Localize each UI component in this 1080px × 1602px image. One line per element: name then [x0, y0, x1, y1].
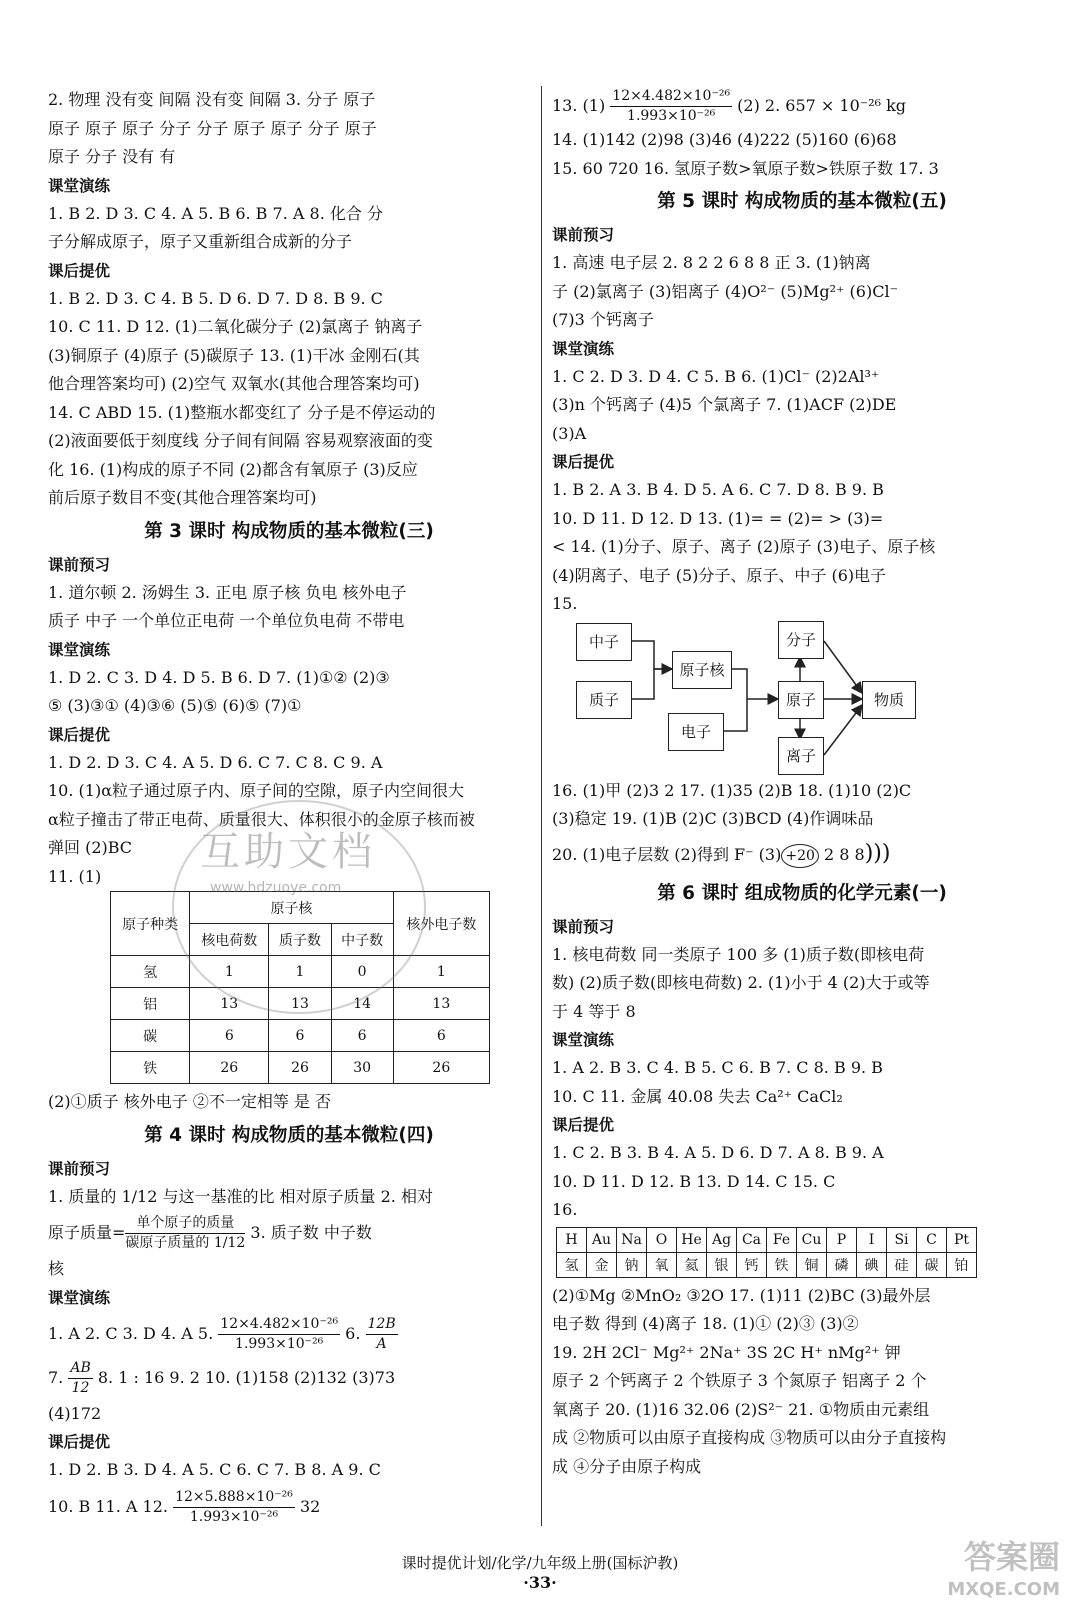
- proton-box: 质子: [576, 681, 632, 719]
- element-symbol-cell: Si: [887, 1227, 917, 1252]
- text-line: 成 ②物质可以由原子直接构成 ③物质可以由分子直接构: [552, 1428, 947, 1447]
- element-symbol-cell: Au: [587, 1227, 617, 1252]
- element-symbol-cell: I: [857, 1227, 887, 1252]
- fraction-numerator: 12×5.888×10⁻²⁶: [173, 1488, 295, 1508]
- text-span: 6.: [340, 1323, 366, 1343]
- column-divider: [541, 86, 542, 1526]
- text-line: 10. C 11. D 12. (1)二氧化碳分子 (2)氯离子 钠离子: [48, 317, 423, 336]
- text-line: [552, 86, 1052, 126]
- text-line: 弹回 (2)BC: [48, 838, 133, 857]
- text-line: 他合理答案均可) (2)空气 双氧水(其他合理答案均可): [48, 374, 420, 393]
- element-symbol-cell: Fe: [767, 1227, 797, 1252]
- left-column: [48, 86, 530, 1529]
- text-line: 化 16. (1)构成的原子不同 (2)都含有氧原子 (3)反应: [48, 459, 418, 479]
- section-heading: 课前预习: [48, 1159, 111, 1178]
- section-heading: 课后提优: [48, 261, 111, 280]
- fraction-numerator: AB: [68, 1359, 92, 1379]
- fraction: [610, 87, 732, 126]
- element-name-cell: 硅: [887, 1252, 917, 1277]
- text-line: 16. (1)甲 (2)3 2 17. (1)35 (2)B 18. (1)10 (2)C: [552, 780, 912, 800]
- text-line: 1. 道尔顿 2. 汤姆生 3. 正电 原子核 负电 核外电子: [48, 582, 407, 602]
- table-subheader: 中子数: [331, 924, 393, 956]
- text-line: (4)阴离子、电子 (5)分子、原子、中子 (6)电子: [552, 565, 887, 585]
- text-line: 15.: [552, 594, 578, 613]
- fraction-numerator: 12×4.482×10⁻²⁶: [610, 87, 732, 107]
- fraction: [218, 1315, 340, 1354]
- table-cell: 铁: [111, 1052, 190, 1084]
- text-span: 13. (1): [552, 96, 611, 115]
- section-heading: 课堂演练: [552, 339, 615, 358]
- element-symbol-cell: Pt: [947, 1227, 977, 1252]
- text-line: 10. D 11. D 12. D 13. (1)= = (2)= > (3)=: [552, 508, 884, 528]
- atom-box: 原子: [778, 681, 824, 719]
- ion-box: 离子: [778, 737, 824, 775]
- lesson-title: 第 6 课时 组成物质的化学元素(一): [657, 882, 947, 904]
- element-name-cell: 氧: [647, 1252, 677, 1277]
- lesson-title: 第 3 课时 构成物质的基本微粒(三): [144, 520, 434, 542]
- text-line: 数) (2)质子数(即核电荷数) 2. (1)小于 4 (2)大于或等: [552, 973, 930, 992]
- table-cell: 氢: [111, 956, 190, 988]
- text-line: 1. D 2. B 3. D 4. A 5. C 6. C 7. B 8. A 9. C: [48, 1460, 381, 1479]
- text-line: 1. B 2. D 3. C 4. A 5. B 6. B 7. A 8. 化合 分: [48, 203, 383, 223]
- text-span: 3. 质子数 中子数: [245, 1223, 372, 1242]
- text-line: 2. 物理 没有变 间隔 没有变 间隔 3. 分子 原子: [48, 90, 376, 109]
- fraction: [68, 1359, 92, 1398]
- text-line: [48, 1485, 530, 1529]
- text-line: 14. C ABD 15. (1)整瓶水都变红了 分子是不停运动的: [48, 402, 436, 422]
- page-footer: [0, 1552, 1080, 1592]
- table-cell: 6: [190, 1020, 269, 1052]
- text-line: ⑤ (3)③① (4)③⑥ (5)⑤ (6)⑤ (7)①: [48, 696, 302, 715]
- text-span: 2 8 8: [818, 844, 865, 864]
- atom-structure-table: [110, 891, 490, 1084]
- text-line: (4)172: [48, 1403, 102, 1423]
- text-line: 1. 质量的 1/12 与这一基准的比 相对原子质量 2. 相对: [48, 1186, 433, 1206]
- fraction-denominator: 1.993×10⁻²⁶: [189, 1508, 279, 1525]
- table-row: [111, 1052, 490, 1084]
- fraction-numerator: 12×4.482×10⁻²⁶: [218, 1315, 340, 1335]
- table-cell: 26: [393, 1052, 489, 1084]
- text-line: 10. (1)α粒子通过原子内、原子间的空隙，原子内空间很大: [48, 781, 465, 800]
- element-symbol-cell: H: [557, 1227, 587, 1252]
- fraction-denominator: A: [376, 1335, 387, 1352]
- element-symbol-table: [556, 1227, 977, 1278]
- section-heading: 课堂演练: [48, 640, 111, 659]
- section-heading: 课堂演练: [552, 1031, 615, 1049]
- corner-logo-url: MXQE.COM: [947, 1579, 1060, 1600]
- electron-box: 电子: [668, 713, 724, 751]
- element-name-cell: 钙: [737, 1252, 767, 1277]
- element-symbol-cell: O: [647, 1227, 677, 1252]
- text-line: 1. D 2. D 3. C 4. A 5. D 6. C 7. C 8. C 9. A: [48, 752, 383, 772]
- atom-structure-nucleus-icon: +20: [781, 844, 819, 868]
- text-line: α粒子撞击了带正电荷、质量很大、体积很小的金原子核而被: [48, 809, 475, 829]
- matter-box: 物质: [862, 681, 916, 719]
- element-name-cell: 碳: [917, 1252, 947, 1277]
- text-line: (2)液面要低于刻度线 分子间有间隔 容易观察液面的变: [48, 431, 433, 450]
- text-line: 19. 2H 2Cl⁻ Mg²⁺ 2Na⁺ 3S 2C H⁺ nMg²⁺ 钾: [552, 1342, 901, 1362]
- section-heading: 课后提优: [552, 1116, 615, 1134]
- element-symbol-cell: P: [827, 1227, 857, 1252]
- fraction: [366, 1315, 398, 1354]
- table-cell: 6: [331, 1020, 393, 1052]
- table-cell: 碳: [111, 1020, 190, 1052]
- element-name-cell: 铁: [767, 1252, 797, 1277]
- text-line: (3)铜原子 (4)原子 (5)碳原子 13. (1)干冰 金刚石(其: [48, 345, 420, 365]
- table-cell: 6: [269, 1020, 331, 1052]
- table-subheader: 质子数: [269, 924, 331, 956]
- element-name-cell: 氦: [677, 1252, 707, 1277]
- text-span: 7.: [48, 1367, 69, 1387]
- element-name-cell: 铂: [947, 1252, 977, 1277]
- text-line: 于 4 等于 8: [552, 1001, 636, 1021]
- element-name-cell: 铜: [797, 1252, 827, 1277]
- element-symbol-cell: Ca: [737, 1227, 767, 1252]
- molecule-box: 分子: [778, 621, 824, 659]
- text-line: 子分解成原子，原子又重新组合成新的分子: [48, 232, 353, 251]
- text-line: 核: [48, 1259, 65, 1278]
- text-line: 14. (1)142 (2)98 (3)46 (4)222 (5)160 (6)68: [552, 130, 897, 149]
- element-symbol-cell: C: [917, 1227, 947, 1252]
- element-name-cell: 碘: [857, 1252, 887, 1277]
- text-line: 成 ④分子由原子构成: [552, 1456, 702, 1476]
- lesson-title: 第 4 课时 构成物质的基本微粒(四): [144, 1124, 434, 1146]
- text-line: 1. A 2. B 3. C 4. B 5. C 6. B 7. C 8. B 9. B: [552, 1058, 883, 1077]
- element-name-cell: 氢: [557, 1252, 587, 1277]
- table-cell: 0: [331, 956, 393, 988]
- text-line: 原子 原子 原子 分子 分子 原子 原子 分子 原子: [48, 118, 377, 138]
- lesson-title: 第 5 课时 构成物质的基本微粒(五): [657, 191, 947, 212]
- table-cell: 13: [393, 988, 489, 1020]
- particle-relation-diagram: [572, 621, 952, 771]
- table-cell: 14: [331, 988, 393, 1020]
- corner-logo: 答案圈: [963, 1538, 1060, 1576]
- text-span: 1. A 2. C 3. D 4. A 5.: [48, 1323, 219, 1343]
- text-line: (3)n 个钙离子 (4)5 个氯离子 7. (1)ACF (2)DE: [552, 395, 897, 414]
- nucleus-box: 原子核: [672, 651, 732, 689]
- table-cell: 13: [190, 988, 269, 1020]
- table-subheader: 核电荷数: [190, 924, 269, 956]
- text-line: 子 (2)氯离子 (3)铝离子 (4)O²⁻ (5)Mg²⁺ (6)Cl⁻: [552, 281, 899, 301]
- table-cell: 6: [393, 1020, 489, 1052]
- watermark-url: www.hdzuoye.com: [210, 880, 342, 896]
- table-cell: 铝: [111, 988, 190, 1020]
- text-span: (2) 2. 657 × 10⁻²⁶ kg: [732, 96, 907, 115]
- fraction-denominator: 12: [71, 1379, 90, 1396]
- table-header: 原子核: [190, 892, 393, 924]
- section-heading: 课后提优: [552, 453, 615, 471]
- section-heading: 课后提优: [48, 725, 111, 744]
- text-line: 原子 2 个钙离子 2 个铁原子 3 个氮原子 铝离子 2 个: [552, 1371, 927, 1390]
- text-line: (7)3 个钙离子: [552, 310, 654, 329]
- text-line: 1. 高速 电子层 2. 8 2 2 6 8 8 正 3. (1)钠离: [552, 253, 871, 272]
- text-span: 32: [294, 1496, 321, 1516]
- table-header: 原子种类: [111, 892, 190, 956]
- text-line: 电子数 得到 (4)离子 18. (1)① (2)③ (3)②: [552, 1314, 859, 1333]
- text-line: 1. D 2. C 3. D 4. D 5. B 6. D 7. (1)①② (2)③: [48, 667, 390, 687]
- text-line: [48, 1211, 530, 1255]
- element-name-cell: 钠: [617, 1252, 647, 1277]
- text-span: 10. B 11. A 12.: [48, 1496, 174, 1516]
- table-cell: 1: [393, 956, 489, 988]
- text-line: [48, 1356, 530, 1400]
- text-line: 原子 分子 没有 有: [48, 147, 176, 166]
- text-line: (3)A: [552, 423, 587, 443]
- text-line: 11. (1): [48, 866, 102, 886]
- page-number: ·33·: [523, 1573, 557, 1592]
- text-line: < 14. (1)分子、原子、离子 (2)原子 (3)电子、原子核: [552, 537, 936, 556]
- text-span: 8. 1 : 16 9. 2 10. (1)158 (2)132 (3)73: [92, 1367, 396, 1387]
- text-line: 10. D 11. D 12. B 13. D 14. C 15. C: [552, 1171, 836, 1191]
- table-cell: 1: [269, 956, 331, 988]
- fraction-numerator: 单个原子的质量: [125, 1214, 245, 1234]
- element-symbol-cell: Cu: [797, 1227, 827, 1252]
- section-heading: 课前预习: [552, 226, 615, 244]
- right-column: [552, 86, 1052, 1481]
- text-line: 1. B 2. A 3. B 4. D 5. A 6. C 7. D 8. B 9. B: [552, 480, 884, 499]
- table-cell: 26: [190, 1052, 269, 1084]
- element-name-row: [557, 1252, 977, 1277]
- table-cell: 26: [269, 1052, 331, 1084]
- text-line: 10. C 11. 金属 40.08 失去 Ca²⁺ CaCl₂: [552, 1086, 843, 1106]
- text-line: 1. B 2. D 3. C 4. B 5. D 6. D 7. D 8. B 9. C: [48, 288, 383, 308]
- element-symbol-cell: Ag: [707, 1227, 737, 1252]
- table-header: 核外电子数: [393, 892, 489, 956]
- text-line: 质子 中子 一个单位正电荷 一个单位负电荷 不带电: [48, 611, 405, 630]
- text-line: 15. 60 720 16. 氢原子数>氧原子数>铁原子数 17. 3: [552, 158, 939, 178]
- text-line: 1. C 2. D 3. D 4. C 5. B 6. (1)Cl⁻ (2)2Al³⁺: [552, 366, 880, 386]
- text-line: 氧离子 20. (1)16 32.06 (2)S²⁻ 21. ①物质由元素组: [552, 1399, 930, 1419]
- text-line: 1. 核电荷数 同一类原子 100 多 (1)质子数(即核电荷: [552, 944, 925, 964]
- text-span: 原子质量=: [48, 1223, 126, 1242]
- fraction-denominator: 1.993×10⁻²⁶: [627, 108, 716, 124]
- element-symbol-cell: He: [677, 1227, 707, 1252]
- fraction-denominator: 1.993×10⁻²⁶: [235, 1335, 324, 1352]
- electron-shell-arcs-icon: ))): [864, 840, 891, 866]
- text-line: 1. C 2. B 3. B 4. A 5. D 6. D 7. A 8. B 9. A: [552, 1143, 884, 1162]
- table-cell: 13: [269, 988, 331, 1020]
- section-heading: 课堂演练: [48, 1288, 111, 1307]
- watermark-text: 互助文档: [200, 829, 376, 875]
- element-name-cell: 银: [707, 1252, 737, 1277]
- section-heading: 课后提优: [48, 1433, 111, 1451]
- text-line: [552, 834, 1052, 875]
- element-name-cell: 磷: [827, 1252, 857, 1277]
- table-cell: 30: [331, 1052, 393, 1084]
- text-line: 16.: [552, 1200, 578, 1219]
- neutron-box: 中子: [576, 623, 632, 661]
- text-line: (3)稳定 19. (1)B (2)C (3)BCD (4)作调味品: [552, 809, 874, 828]
- element-name-cell: 金: [587, 1252, 617, 1277]
- element-symbol-cell: Na: [617, 1227, 647, 1252]
- section-heading: 课前预习: [552, 917, 615, 936]
- fraction-numerator: 12B: [366, 1315, 398, 1335]
- fraction-denominator: 碳原子质量的 1/12: [125, 1235, 246, 1251]
- fraction: [173, 1488, 295, 1527]
- footer-book-title: 课时提优计划/化学/九年级上册(国标沪教): [401, 1554, 679, 1572]
- text-span: 20. (1)电子层数 (2)得到 F⁻ (3): [552, 844, 782, 864]
- table-row: [111, 988, 490, 1020]
- text-line: [48, 1312, 530, 1356]
- section-heading: 课前预习: [48, 555, 111, 574]
- text-line: (2)①Mg ②MnO₂ ③2O 17. (1)11 (2)BC (3)最外层: [552, 1285, 931, 1305]
- text-line: 前后原子数目不变(其他合理答案均可): [48, 488, 317, 507]
- symbol-row: [557, 1227, 977, 1252]
- table-row: [111, 956, 490, 988]
- section-heading: 课堂演练: [48, 176, 111, 195]
- fraction: [125, 1214, 245, 1253]
- text-line: (2)①质子 核外电子 ②不一定相等 是 否: [48, 1092, 332, 1111]
- table-row: [111, 1020, 490, 1052]
- table-cell: 1: [190, 956, 269, 988]
